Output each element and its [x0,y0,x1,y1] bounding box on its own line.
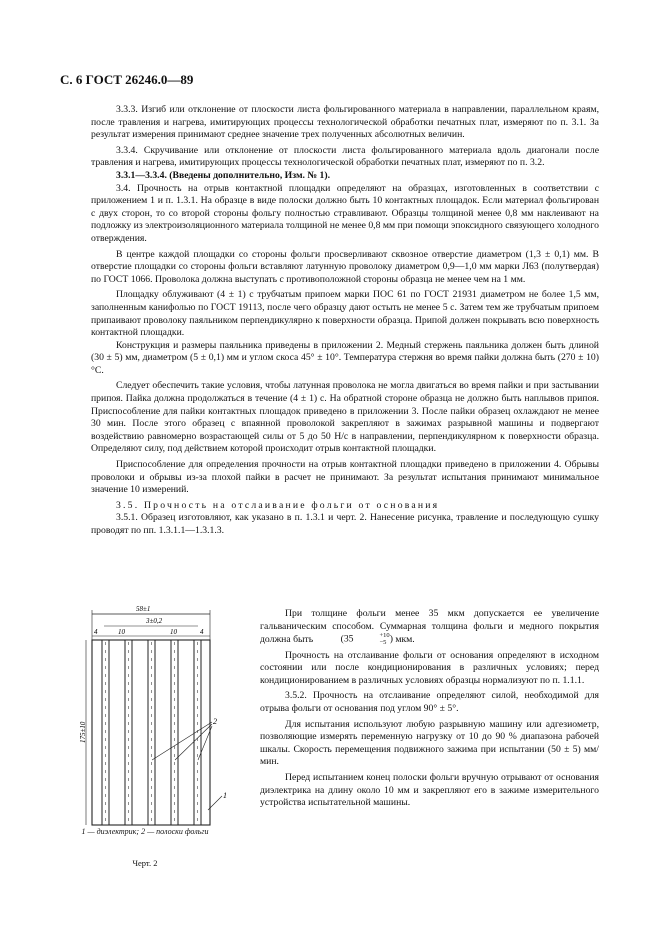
main-text-block [91,104,599,538]
formula-sub: −5 [379,638,387,646]
right-column [260,608,599,810]
thickness-paragraph [260,608,599,647]
paragraph-fixture: Приспособление для определения прочности на отрыв контактной площадки приведено в приложении 4. Обрывы проволоки и обрывы из-за плохой пайки в расчет не принимают. За результат испытания принимают минимальное значение 10 измерений. [91,459,599,496]
paragraph-34: 3.4. Прочность на отрыв контактной площадки определяют на образцах, изготовленных в соответствии с приложением 1 и п. 1.3.1. На образце в виде полоски должно быть 10 контактных площадок. Если материал фольгирован с двух сторон, то со второй стороны фольгу полностью стравливают. Образцы толщиной менее 0,8 мм наклеивают на подложку из электроизоляционного материала толщиной не менее 0,8 мм при помощи эпоксидного связующего холодного отверждения. [91,182,599,244]
dim-10-a: 10 [118,628,125,636]
drawing-2 [79,600,232,840]
figure-title: Черт. 2 [132,858,158,868]
amendment-note: 3.3.1—3.3.4. (Введены дополнительно, Изм. № 1). [116,169,331,181]
dim-4-right: 4 [200,628,204,636]
formula-sup: +10 [379,632,390,640]
dim-total: 58±1 [136,605,151,613]
thickness-formula: (35 +10 −5 ) [340,632,393,646]
label-strip: 2 [213,717,217,726]
dim-height: 175±10 [79,721,87,743]
dim-10-b: 10 [170,628,177,636]
section-35-title: 3.5. Прочность на отслаивание фольги от основания [116,499,440,511]
paragraph-conditions: Следует обеспечить такие условия, чтобы латунная проволока не могла двигаться во время пайки и при застывании припоя. Пайка должна продолжаться в течение (4 ± 1) с. На обратной стороне образца не должно быть наплывов припоя. Приспособление для пайки контактных площадок приведено в приложении 3. После пайки образец охлаждают не менее 30 мин. После этого образец с впаянной проволокой закрепляют в зажимах разрывной машины и подвергают воздействию равномерно возрастающей силы от 5 до 50 Н/с в направлении, перпендикулярном к поверхности образца. Определяют силу, под действием которой происходит отрыв контактной площадки. [91,380,599,455]
figure-caption: 1 — диэлектрик; 2 — полоски фольги [81,827,209,836]
thickness-text: При толщине фольги менее 35 мкм допускается ее увеличение гальваническим способом. Суммарная толщина фольги и медного покрытия должна быть [260,608,599,646]
specimen-drawing [79,600,232,840]
paragraph-351: 3.5.1. Образец изготовляют, как указано в п. 1.3.1 и черт. 2. Нанесение рисунка, травление и последующую сушку проводят по пп. 1.3.1.1—1.3.1.3. [91,512,599,536]
paragraph-334: 3.3.4. Скручивание или отклонение от плоскости листа фольгированного материала вдоль диагонали после травления и нагрева, имитирующих процессы технологической обработки печатных плат, измеряют по п. 3.2. [91,144,599,169]
preparation-paragraph: Перед испытанием конец полоски фольги вручную отрывают от основания диэлектрика на длину около 10 мм и закрепляют его в зажиме измерительного устройства испытательной машины. [260,772,599,809]
paragraph-drilling: В центре каждой площадки со стороны фольги просверливают сквозное отверстие диаметром (1,3 ± 0,1) мм. В отверстие площадки со стороны фольги вставляют латунную проволоку диаметром 0,9—1,0 мм марки Л63 (полутвердая) по ГОСТ 1066. Проволока должна выступать с противоположной стороны образца не менее чем на 1 мм. [91,248,599,285]
peel-paragraph: Прочность на отслаивание фольги от основания определяют в исходном состоянии или после кондиционирования в различных условиях; перед кондиционированием в различных условиях образцы нормализуют по п. 1.1.1. [260,649,599,686]
dim-4-left: 4 [94,628,98,636]
page-header: С. 6 ГОСТ 26246.0—89 [60,72,194,87]
paragraph-333: 3.3.3. Изгиб или отклонение от плоскости листа фольгированного материала в направлении, параллельном краям, после травления и нагрева, имитирующих процессы технологической обработки печатных плат, измеряют по п. 3.1. За результат измерения принимают среднее значение трех полученных абсолютных величин. [91,104,599,141]
machine-paragraph: Для испытания используют любую разрывную машину или адгезиометр, позволяющие измерять переменную нагрузку от 10 до 90 % диапазона рабочей шкалы. Скорость перемещения подвижного зажима при испытании (50 ± 5) мм/мин. [260,718,599,768]
label-dielectric: 1 [223,791,227,800]
paragraph-tinning: Площадку облуживают (4 ± 1) с трубчатым припоем марки ПОС 61 по ГОСТ 21931 диаметром не более 1,5 мм, заполненным канифолью по ГОСТ 19113, после чего образцу дают остыть не менее 5 с. Затем тем же трубчатым припоем припаивают проволоку паяльником перпендикулярно к поверхности образца. Припой должен покрывать всю поверхность контактной площадки. [91,289,599,339]
formula-base: 35 [343,633,354,645]
paragraph-soldering-iron: Конструкция и размеры паяльника приведены в приложении 2. Медный стержень паяльника должен быть длиной (30 ± 5) мм, диаметром (5 ± 0,1) мм и углом скоса 45° ± 10°. Температура стержня во время пайки должна быть (270 ± 10) °С. [91,339,599,376]
formula-unit: мкм. [395,634,415,646]
dim-inner: 3±0,2 [146,617,163,625]
paragraph-352: 3.5.2. Прочность на отслаивание определяют силой, необходимой для отрыва фольги от основания под углом 90° ± 5°. [260,690,599,715]
